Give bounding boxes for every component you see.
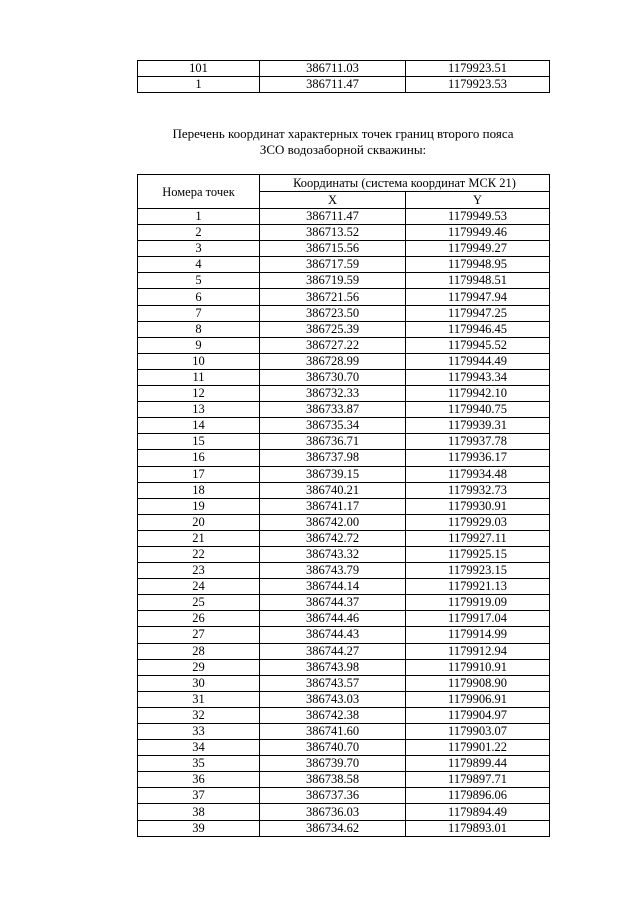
point-number-cell: 15 xyxy=(138,434,260,450)
table-row xyxy=(138,450,550,466)
point-number-cell: 36 xyxy=(138,772,260,788)
x-coordinate-cell: 386719.59 xyxy=(260,273,406,289)
point-number-cell: 34 xyxy=(138,740,260,756)
y-coordinate-cell: 1179908.90 xyxy=(406,675,550,691)
header-x: X xyxy=(260,192,406,209)
header-point-numbers: Номера точек xyxy=(138,175,260,209)
y-coordinate-cell: 1179949.27 xyxy=(406,241,550,257)
y-coordinate-cell: 1179925.15 xyxy=(406,546,550,562)
x-coordinate-cell: 386743.79 xyxy=(260,563,406,579)
point-number-cell: 20 xyxy=(138,514,260,530)
table-row xyxy=(138,595,550,611)
y-coordinate-cell: 1179932.73 xyxy=(406,482,550,498)
y-coordinate-cell: 1179923.51 xyxy=(406,61,550,77)
table-row xyxy=(138,321,550,337)
y-coordinate-cell: 1179903.07 xyxy=(406,724,550,740)
point-number-cell: 6 xyxy=(138,289,260,305)
point-number-cell: 4 xyxy=(138,257,260,273)
table-row xyxy=(138,691,550,707)
point-number-cell: 12 xyxy=(138,386,260,402)
y-coordinate-cell: 1179897.71 xyxy=(406,772,550,788)
section-heading xyxy=(0,126,640,158)
y-coordinate-cell: 1179947.25 xyxy=(406,305,550,321)
y-coordinate-cell: 1179914.99 xyxy=(406,627,550,643)
x-coordinate-cell: 386713.52 xyxy=(260,225,406,241)
table-row xyxy=(138,466,550,482)
x-coordinate-cell: 386741.60 xyxy=(260,724,406,740)
point-number-cell: 3 xyxy=(138,241,260,257)
table-row xyxy=(138,353,550,369)
table-row xyxy=(138,498,550,514)
y-coordinate-cell: 1179936.17 xyxy=(406,450,550,466)
table-row xyxy=(138,209,550,225)
x-coordinate-cell: 386743.32 xyxy=(260,546,406,562)
table-row xyxy=(138,579,550,595)
point-number-cell: 23 xyxy=(138,563,260,579)
table-row xyxy=(138,820,550,836)
table-row xyxy=(138,804,550,820)
table-row xyxy=(138,611,550,627)
x-coordinate-cell: 386737.98 xyxy=(260,450,406,466)
header-coordinates: Координаты (система координат МСК 21) xyxy=(260,175,550,192)
table-row xyxy=(138,369,550,385)
table-header xyxy=(138,175,550,209)
point-number-cell: 26 xyxy=(138,611,260,627)
point-number-cell: 35 xyxy=(138,756,260,772)
table-row xyxy=(138,675,550,691)
table-row xyxy=(138,707,550,723)
x-coordinate-cell: 386733.87 xyxy=(260,402,406,418)
x-coordinate-cell: 386739.70 xyxy=(260,756,406,772)
y-coordinate-cell: 1179929.03 xyxy=(406,514,550,530)
y-coordinate-cell: 1179949.46 xyxy=(406,225,550,241)
table-row xyxy=(138,563,550,579)
table-row xyxy=(138,273,550,289)
table-row xyxy=(138,241,550,257)
point-number-cell: 14 xyxy=(138,418,260,434)
point-number-cell: 37 xyxy=(138,788,260,804)
x-coordinate-cell: 386735.34 xyxy=(260,418,406,434)
header-y: Y xyxy=(406,192,550,209)
point-number-cell: 22 xyxy=(138,546,260,562)
table-row xyxy=(138,772,550,788)
x-coordinate-cell: 386736.71 xyxy=(260,434,406,450)
y-coordinate-cell: 1179948.51 xyxy=(406,273,550,289)
x-coordinate-cell: 386732.33 xyxy=(260,386,406,402)
table-row xyxy=(138,643,550,659)
x-coordinate-cell: 386717.59 xyxy=(260,257,406,273)
point-number-cell: 19 xyxy=(138,498,260,514)
x-coordinate-cell: 386740.21 xyxy=(260,482,406,498)
table-row xyxy=(138,482,550,498)
point-number-cell: 18 xyxy=(138,482,260,498)
x-coordinate-cell: 386711.03 xyxy=(260,61,406,77)
y-coordinate-cell: 1179949.53 xyxy=(406,209,550,225)
point-number-cell: 11 xyxy=(138,369,260,385)
x-coordinate-cell: 386744.27 xyxy=(260,643,406,659)
table-row xyxy=(138,514,550,530)
x-coordinate-cell: 386740.70 xyxy=(260,740,406,756)
point-number-cell: 1 xyxy=(138,209,260,225)
table-row xyxy=(138,724,550,740)
top-table-body xyxy=(138,61,550,93)
table-row xyxy=(138,61,550,77)
point-number-cell: 16 xyxy=(138,450,260,466)
x-coordinate-cell: 386742.72 xyxy=(260,530,406,546)
x-coordinate-cell: 386723.50 xyxy=(260,305,406,321)
table-row xyxy=(138,386,550,402)
point-number-cell: 101 xyxy=(138,61,260,77)
table-row xyxy=(138,627,550,643)
heading-line-1: Перечень координат характерных точек границ второго пояса xyxy=(172,126,514,141)
table-row xyxy=(138,337,550,353)
table-row xyxy=(138,740,550,756)
y-coordinate-cell: 1179947.94 xyxy=(406,289,550,305)
y-coordinate-cell: 1179904.97 xyxy=(406,707,550,723)
y-coordinate-cell: 1179912.94 xyxy=(406,643,550,659)
x-coordinate-cell: 386727.22 xyxy=(260,337,406,353)
point-number-cell: 33 xyxy=(138,724,260,740)
point-number-cell: 28 xyxy=(138,643,260,659)
second-zone-coordinates-table xyxy=(137,174,550,837)
point-number-cell: 7 xyxy=(138,305,260,321)
point-number-cell: 13 xyxy=(138,402,260,418)
y-coordinate-cell: 1179921.13 xyxy=(406,579,550,595)
x-coordinate-cell: 386742.38 xyxy=(260,707,406,723)
main-table-body xyxy=(138,209,550,837)
table-row xyxy=(138,434,550,450)
point-number-cell: 9 xyxy=(138,337,260,353)
point-number-cell: 32 xyxy=(138,707,260,723)
table-row xyxy=(138,225,550,241)
y-coordinate-cell: 1179937.78 xyxy=(406,434,550,450)
point-number-cell: 25 xyxy=(138,595,260,611)
table-row xyxy=(138,257,550,273)
x-coordinate-cell: 386744.46 xyxy=(260,611,406,627)
y-coordinate-cell: 1179923.15 xyxy=(406,563,550,579)
point-number-cell: 5 xyxy=(138,273,260,289)
point-number-cell: 21 xyxy=(138,530,260,546)
heading-line-2: ЗСО водозаборной скважины: xyxy=(259,142,427,157)
point-number-cell: 30 xyxy=(138,675,260,691)
y-coordinate-cell: 1179942.10 xyxy=(406,386,550,402)
y-coordinate-cell: 1179910.91 xyxy=(406,659,550,675)
point-number-cell: 10 xyxy=(138,353,260,369)
y-coordinate-cell: 1179894.49 xyxy=(406,804,550,820)
y-coordinate-cell: 1179939.31 xyxy=(406,418,550,434)
point-number-cell: 38 xyxy=(138,804,260,820)
y-coordinate-cell: 1179946.45 xyxy=(406,321,550,337)
header-row-1 xyxy=(138,175,550,192)
x-coordinate-cell: 386744.43 xyxy=(260,627,406,643)
table-row xyxy=(138,546,550,562)
table-row xyxy=(138,305,550,321)
x-coordinate-cell: 386742.00 xyxy=(260,514,406,530)
x-coordinate-cell: 386736.03 xyxy=(260,804,406,820)
y-coordinate-cell: 1179934.48 xyxy=(406,466,550,482)
table-row xyxy=(138,788,550,804)
y-coordinate-cell: 1179948.95 xyxy=(406,257,550,273)
point-number-cell: 29 xyxy=(138,659,260,675)
table-row xyxy=(138,756,550,772)
top-coordinates-table xyxy=(137,60,550,93)
y-coordinate-cell: 1179930.91 xyxy=(406,498,550,514)
point-number-cell: 1 xyxy=(138,77,260,93)
x-coordinate-cell: 386737.36 xyxy=(260,788,406,804)
y-coordinate-cell: 1179901.22 xyxy=(406,740,550,756)
y-coordinate-cell: 1179927.11 xyxy=(406,530,550,546)
y-coordinate-cell: 1179923.53 xyxy=(406,77,550,93)
point-number-cell: 24 xyxy=(138,579,260,595)
y-coordinate-cell: 1179943.34 xyxy=(406,369,550,385)
x-coordinate-cell: 386743.57 xyxy=(260,675,406,691)
x-coordinate-cell: 386730.70 xyxy=(260,369,406,385)
table-row xyxy=(138,289,550,305)
x-coordinate-cell: 386743.98 xyxy=(260,659,406,675)
x-coordinate-cell: 386711.47 xyxy=(260,209,406,225)
x-coordinate-cell: 386728.99 xyxy=(260,353,406,369)
x-coordinate-cell: 386744.37 xyxy=(260,595,406,611)
x-coordinate-cell: 386738.58 xyxy=(260,772,406,788)
y-coordinate-cell: 1179906.91 xyxy=(406,691,550,707)
y-coordinate-cell: 1179944.49 xyxy=(406,353,550,369)
point-number-cell: 27 xyxy=(138,627,260,643)
y-coordinate-cell: 1179896.06 xyxy=(406,788,550,804)
y-coordinate-cell: 1179919.09 xyxy=(406,595,550,611)
x-coordinate-cell: 386725.39 xyxy=(260,321,406,337)
x-coordinate-cell: 386711.47 xyxy=(260,77,406,93)
x-coordinate-cell: 386721.56 xyxy=(260,289,406,305)
y-coordinate-cell: 1179940.75 xyxy=(406,402,550,418)
x-coordinate-cell: 386715.56 xyxy=(260,241,406,257)
table-row xyxy=(138,402,550,418)
y-coordinate-cell: 1179893.01 xyxy=(406,820,550,836)
x-coordinate-cell: 386744.14 xyxy=(260,579,406,595)
x-coordinate-cell: 386739.15 xyxy=(260,466,406,482)
point-number-cell: 17 xyxy=(138,466,260,482)
point-number-cell: 31 xyxy=(138,691,260,707)
x-coordinate-cell: 386741.17 xyxy=(260,498,406,514)
y-coordinate-cell: 1179917.04 xyxy=(406,611,550,627)
x-coordinate-cell: 386734.62 xyxy=(260,820,406,836)
table-row xyxy=(138,77,550,93)
table-row xyxy=(138,530,550,546)
point-number-cell: 8 xyxy=(138,321,260,337)
y-coordinate-cell: 1179899.44 xyxy=(406,756,550,772)
x-coordinate-cell: 386743.03 xyxy=(260,691,406,707)
point-number-cell: 39 xyxy=(138,820,260,836)
table-row xyxy=(138,418,550,434)
y-coordinate-cell: 1179945.52 xyxy=(406,337,550,353)
point-number-cell: 2 xyxy=(138,225,260,241)
table-row xyxy=(138,659,550,675)
